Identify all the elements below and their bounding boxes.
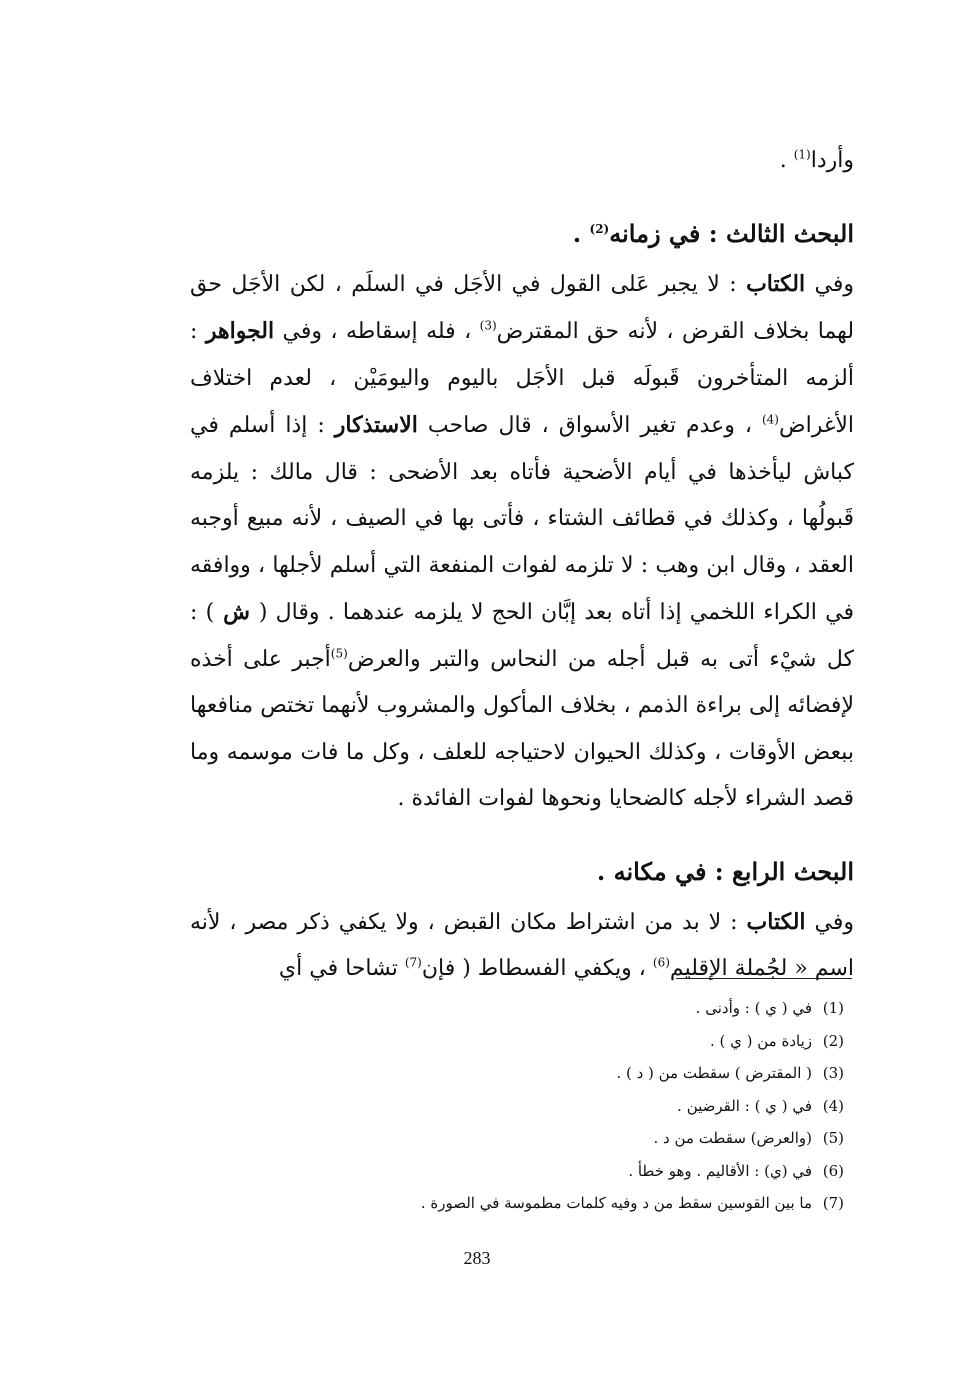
footnote-item	[300, 1187, 844, 1220]
text-run: ) : كل شيْء أتى به قبل أجله من النحاس والتبر والعرض	[190, 600, 854, 672]
section-heading-third	[190, 211, 854, 257]
footnote-ref: (5)	[330, 646, 348, 661]
footnote-text: في ( ي ) : القرضين .	[677, 1096, 812, 1115]
text-run: ، وعدم تغير الأسواق ، قال صاحب	[417, 413, 762, 438]
footnote-text: ( المقترض ) سقطت من ( د ) .	[616, 1064, 812, 1082]
text-run: ، ويكفي الفسطاط ( فإن	[421, 956, 653, 981]
text-run: تشاحا في أي	[278, 956, 405, 981]
footnote-ref: (3)	[479, 318, 497, 333]
heading-topic: في مكانه	[613, 856, 707, 886]
footnote-item	[300, 1057, 844, 1090]
section-heading-fourth	[190, 849, 854, 895]
heading-prefix: البحث الثالث :	[700, 218, 854, 248]
footnote-ref: (2)	[589, 221, 610, 236]
footnote-number: (1)	[822, 999, 844, 1017]
intro-end: .	[779, 148, 794, 173]
text-run: ، فله إسقاطه ، وفي	[274, 319, 480, 344]
section-paragraph-third	[190, 261, 854, 823]
footnote-text: (والعرض) سقطت من د .	[653, 1129, 812, 1147]
footnote-item	[300, 1090, 844, 1123]
bold-source-name: الجواهر	[205, 318, 275, 344]
text-run: أجبر على أخذه لإفضائه إلى براءة الذمم ، بخلاف المأكول والمشروب لأنهما تختص منافعها ببعض الأوقات ، وكذلك الحيوان لاحتياجه للعلف ، وكل ما فات موسمه وما قصد الشراء لأجله كالضحايا ونحوها لفوات الفائدة .	[190, 646, 854, 811]
footnote-text: ما بين القوسين سقط من د وفيه كلمات مطموسة في الصورة .	[420, 1194, 812, 1212]
page-number: 283	[463, 1248, 491, 1268]
footnote-ref: (1)	[793, 147, 811, 162]
heading-end: .	[572, 218, 590, 248]
text-run: : لا يجبر عَلى القول في الأجَل في السلَم ، لكن الأجَل حق لهما بخلاف القرض ، لأنه حق المقترض	[190, 271, 855, 344]
bold-source-name: الكتاب	[746, 908, 806, 935]
bold-source-name: الاستذكار	[334, 412, 418, 438]
footnote-divider	[676, 978, 852, 979]
heading-topic: في زمانه	[609, 218, 701, 248]
footnote-number: (7)	[822, 1194, 844, 1212]
text-run: وفي	[805, 909, 854, 935]
footnote-ref: (7)	[404, 955, 422, 970]
footnote-item	[300, 1025, 844, 1058]
main-text	[190, 138, 854, 993]
text-run: : لا بد من اشتراط مكان القبض ، ولا يكفي ذكر مصر ، لأنه اسم « لجُملة الإقليم	[190, 909, 854, 981]
footnote-text: في ( ي ) : وأدنى .	[695, 999, 812, 1017]
footnote-number: (4)	[822, 1096, 844, 1115]
footnote-ref: (4)	[761, 412, 779, 427]
text-run: : ألزمه المتأخرون قَبولَه قبل الأجَل باليوم واليومَيْن ، لعدم اختلاف الأغراض	[190, 319, 854, 438]
footnote-ref: (6)	[652, 955, 670, 970]
heading-end: .	[596, 856, 614, 886]
footnotes-list	[300, 992, 844, 1220]
intro-text: وأردا	[810, 148, 854, 173]
footnote-item	[300, 992, 844, 1025]
footnote-text: زيادة من ( ي ) .	[709, 1031, 812, 1050]
footnote-number: (5)	[822, 1129, 844, 1147]
footnote-number: (3)	[822, 1064, 844, 1082]
bold-source-abbrev: ش	[214, 599, 259, 625]
footnote-item	[300, 1122, 844, 1155]
footnote-text: في (ي) : الأقاليم . وهو خطأ .	[628, 1161, 812, 1180]
intro-paragraph	[190, 138, 854, 185]
footnote-item	[300, 1155, 844, 1188]
bold-source-name: الكتاب	[746, 270, 806, 297]
heading-prefix: البحث الرابع :	[706, 856, 854, 886]
text-run: : إذا أسلم في كباش ليأخذها في أيام الأضحية فأتاه بعد الأضحى : قال مالك : يلزمه قَبولُها ، وكذلك في قطائف الشتاء ، فأتى بها في الصيف ، لأنه مبيع أوجبه العقد ، وقال ابن وهب : لا تلزمه لفوات المنفعة التي أسلم لأجلها ، ووافقه في الكراء اللخمي إذا أتاه بعد إبَّان الحج لا يلزمه عندهما . وقال (	[190, 413, 854, 625]
footnote-number: (2)	[822, 1031, 844, 1050]
footnote-number: (6)	[822, 1161, 844, 1180]
text-run: وفي	[805, 271, 854, 297]
